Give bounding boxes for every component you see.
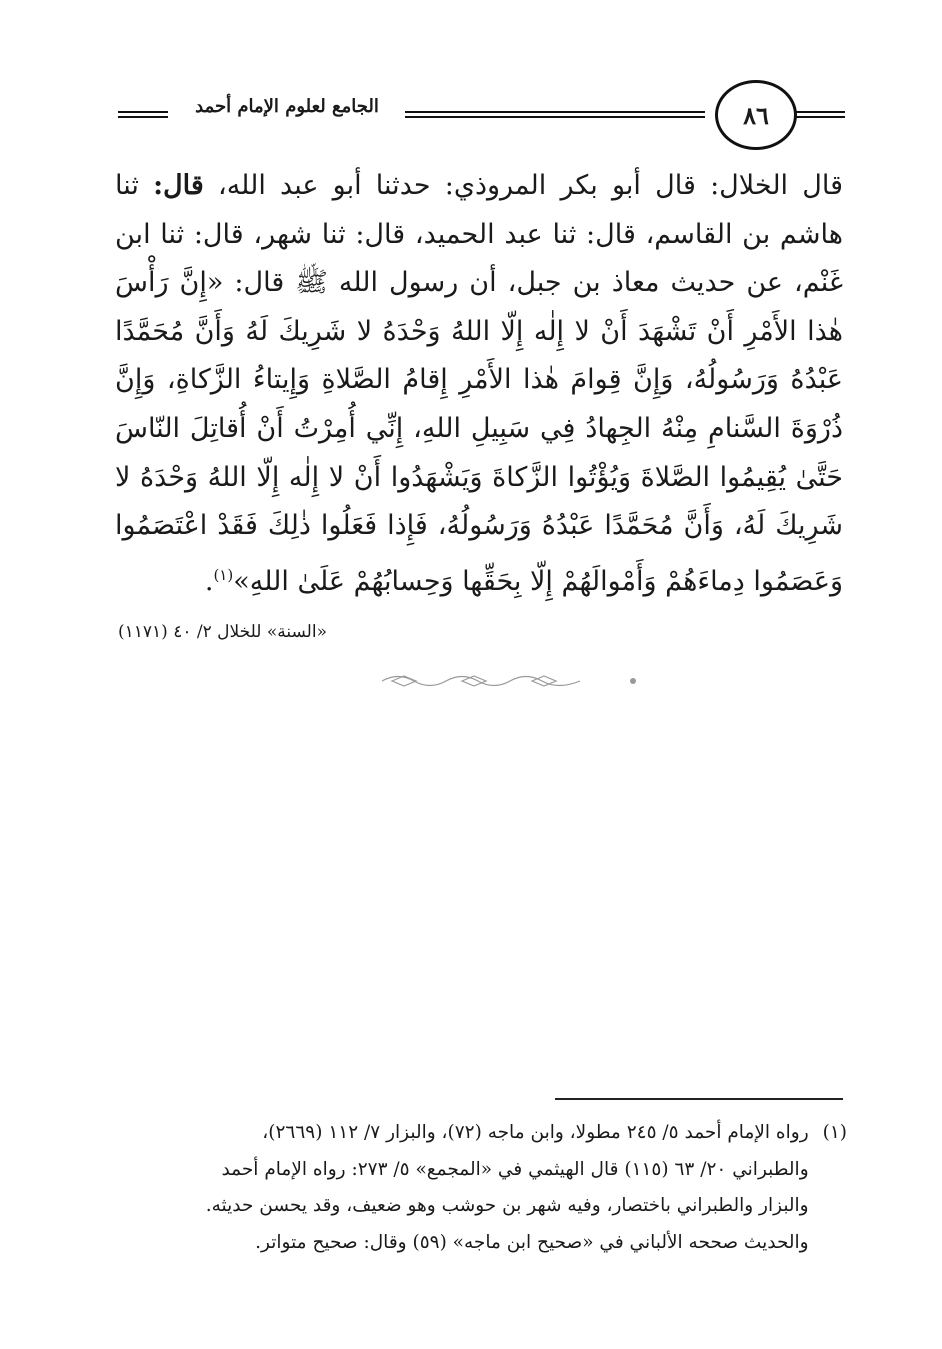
footnote-number: (١) bbox=[822, 1122, 847, 1143]
ornament-dot bbox=[630, 678, 636, 684]
footnote-line: والبزار والطبراني باختصار، وفيه شهر بن حوشب وهو ضعيف، وقد يحسن حديثه. bbox=[205, 1195, 809, 1216]
footnote-body bbox=[112, 1115, 809, 1261]
footnote-separator bbox=[555, 1098, 843, 1100]
header-rule-left bbox=[118, 111, 168, 118]
source-citation: «السنة» للخلال ٢/ ٤٠ (١١٧١) bbox=[118, 622, 327, 642]
page-number: ٨٦ bbox=[743, 100, 769, 130]
footnote-line: والحديث صححه الألباني في «صحيح ابن ماجه» (٥٩) وقال: صحيح متواتر. bbox=[255, 1231, 809, 1253]
header-rule-middle bbox=[405, 111, 705, 118]
ornament-divider bbox=[378, 672, 584, 690]
header-rule-right bbox=[795, 111, 845, 118]
footnote bbox=[112, 1115, 847, 1261]
footnote-reference[interactable]: (١) bbox=[213, 565, 234, 584]
narration-text-1: قال الخلال: قال أبو بكر المروذي: حدثنا أبو عبد الله، bbox=[203, 170, 843, 201]
narration-bold-said: قال: bbox=[153, 170, 204, 201]
narration-text-2: ثنا هاشم بن القاسم، قال: ثنا عبد الحميد، قال: ثنا شهر، قال: ثنا ابن غَنْم، عن حديث معاذ بن جبل، أن رسول الله ﷺ قال: «إِنَّ رَأْسَ هٰذا الأَمْرِ أَنْ تَشْهَدَ أَنْ لا إِلٰه إِلّا اللهُ وَحْدَهُ لا شَرِيكَ لَهُ وَأَنَّ مُحَمَّدًا عَبْدُهُ وَرَسُولُهُ، وَإِنَّ قِوامَ هٰذا الأَمْرِ إِقامُ الصَّلاةِ وَإِيتاءُ الزَّكاةِ، وَإِنَّ ذُرْوَةَ السَّنامِ مِنْهُ الجِهادُ فِي سَبِيلِ اللهِ، إِنِّي أُمِرْتُ أَنْ أُقاتِلَ النّاسَ حَتَّىٰ يُقِيمُوا الصَّلاةَ وَيُؤْتُوا الزَّكاةَ وَيَشْهَدُوا أَنْ لا إِلٰه إِلّا اللهُ وَحْدَهُ لا شَرِيكَ لَهُ، وَأَنَّ مُحَمَّدًا عَبْدُهُ وَرَسُولُهُ، فَإِذا فَعَلُوا ذٰلِكَ فَقَدْ اعْتَصَمُوا وَعَصَمُوا دِماءَهُمْ وَأَمْوالَهُمْ إِلّا بِحَقِّها وَحِسابُهُمْ عَلَىٰ اللهِ» bbox=[115, 170, 843, 597]
page-number-badge bbox=[715, 80, 797, 150]
hadith-text bbox=[115, 162, 843, 606]
sentence-end: . bbox=[204, 565, 214, 597]
running-title: الجامع لعلوم الإمام أحمد bbox=[195, 96, 379, 117]
footnote-line: رواه الإمام أحمد ٥/ ٢٤٥ مطولا، وابن ماجه (٧٢)، والبزار ٧/ ١١٢ (٢٦٦٩)، bbox=[262, 1122, 809, 1143]
page-header bbox=[110, 78, 845, 150]
footnote-line: والطبراني ٢٠/ ٦٣ (١١٥) قال الهيثمي في «المجمع» ٥/ ٢٧٣: رواه الإمام أحمد bbox=[221, 1158, 809, 1180]
